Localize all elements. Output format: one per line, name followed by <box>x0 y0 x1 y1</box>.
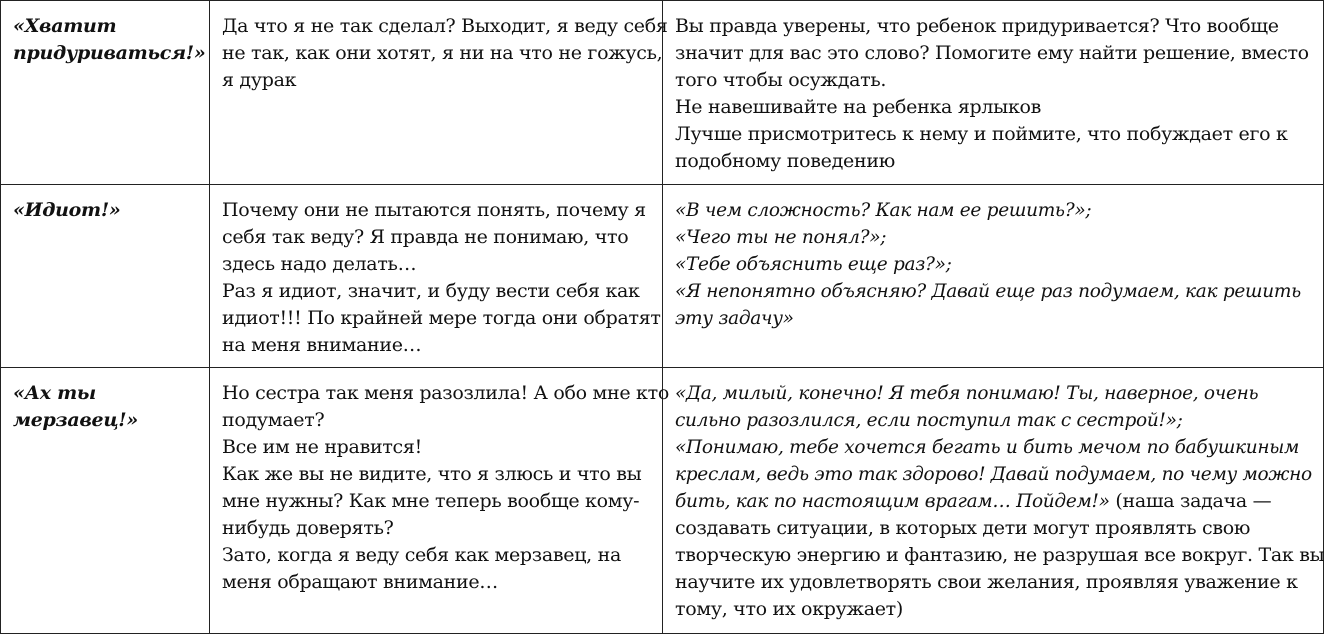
advice-line-mixed <box>675 488 1315 515</box>
thought-line: нибудь доверять? <box>222 517 394 539</box>
advice-line: того чтобы осуждать. <box>675 69 887 91</box>
thought-line: идиот!!! По крайней мере тогда они обратят <box>222 307 661 329</box>
advice-line: научите их удовлетворять свои желания, проявляя уважение к <box>675 571 1298 593</box>
thought-line: здесь надо делать… <box>222 253 417 275</box>
table-row <box>1 1 1324 185</box>
table-row <box>1 185 1324 368</box>
advice-line: Не навешивайте на ребенка ярлыков <box>675 96 1042 118</box>
advice-line: «Да, милый, конечно! Я тебя понимаю! Ты, наверное, очень <box>675 383 1259 404</box>
advice-line: «Понимаю, тебе хочется бегать и бить мечом по бабушкиным <box>675 437 1300 458</box>
advice-line: творческую энергию и фантазию, не разрушая все вокруг. Так вы <box>675 544 1324 566</box>
advice-line: эту задачу» <box>675 308 794 329</box>
thought-line: на меня внимание… <box>222 334 422 356</box>
thought-line: Раз я идиот, значит, и буду вести себя как <box>222 280 640 302</box>
thought-line: Зато, когда я веду себя как мерзавец, на <box>222 544 621 566</box>
advice-cell <box>663 1 1324 185</box>
thought-line: Как же вы не видите, что я злюсь и что вы <box>222 463 642 485</box>
child-thoughts-cell <box>210 1 668 185</box>
advice-cell <box>663 368 1324 634</box>
advice-cell <box>663 185 1324 368</box>
table-row <box>1 368 1324 634</box>
advice-line: «Тебе объяснить еще раз?»; <box>675 254 952 275</box>
advice-line: подобному поведению <box>675 150 895 172</box>
advice-line: Вы правда уверены, что ребенок придуривается? Что вообще <box>675 15 1279 37</box>
advice-line: креслам, ведь это так здорово! Давай подумаем, по чему можно <box>675 464 1312 485</box>
advice-line: «Чего ты не понял?»; <box>675 227 887 248</box>
thought-line: мне нужны? Как мне теперь вообще кому- <box>222 490 640 512</box>
advice-italic-part: бить, как по настоящим врагам… Пойдем!» <box>675 491 1110 512</box>
phrase-cell <box>1 185 210 368</box>
advice-line: «Я непонятно объясняю? Давай еще раз подумаем, как решить <box>675 281 1301 302</box>
phrase-text: «Ах ты <box>13 382 96 404</box>
advice-line: создавать ситуации, в которых дети могут проявлять свою <box>675 517 1251 539</box>
phrase-text: мерзавец!» <box>13 409 138 431</box>
child-thoughts-cell <box>210 368 669 634</box>
thought-line: Но сестра так меня разозлила! А обо мне кто <box>222 382 669 404</box>
thought-line: Все им не нравится! <box>222 436 422 458</box>
thought-line: не так, как они хотят, я ни на что не гожусь, <box>222 42 663 64</box>
advice-line: значит для вас это слово? Помогите ему найти решение, вместо <box>675 42 1309 64</box>
advice-line: «В чем сложность? Как нам ее решить?»; <box>675 200 1092 221</box>
thought-line: меня обращают внимание… <box>222 571 498 593</box>
advice-regular-part: (наша задача — <box>1109 490 1272 512</box>
phrase-cell <box>1 1 210 185</box>
advice-line: Лучше присмотритесь к нему и поймите, что побуждает его к <box>675 123 1288 145</box>
advice-line: сильно разозлился, если поступил так с сестрой!»; <box>675 410 1183 431</box>
advice-line: тому, что их окружает) <box>675 598 903 620</box>
phrase-text: придуриваться!» <box>13 42 206 64</box>
phrase-cell <box>1 368 210 634</box>
thought-line: я дурак <box>222 69 297 91</box>
thought-line: Да что я не так сделал? Выходит, я веду себя <box>222 15 668 37</box>
phrase-text: «Хватит <box>13 15 117 37</box>
thought-line: себя так веду? Я правда не понимаю, что <box>222 226 629 248</box>
child-thoughts-cell <box>210 185 663 368</box>
thought-line: подумает? <box>222 409 325 431</box>
phrase-text: «Идиот!» <box>13 199 121 221</box>
thought-line: Почему они не пытаются понять, почему я <box>222 199 646 221</box>
